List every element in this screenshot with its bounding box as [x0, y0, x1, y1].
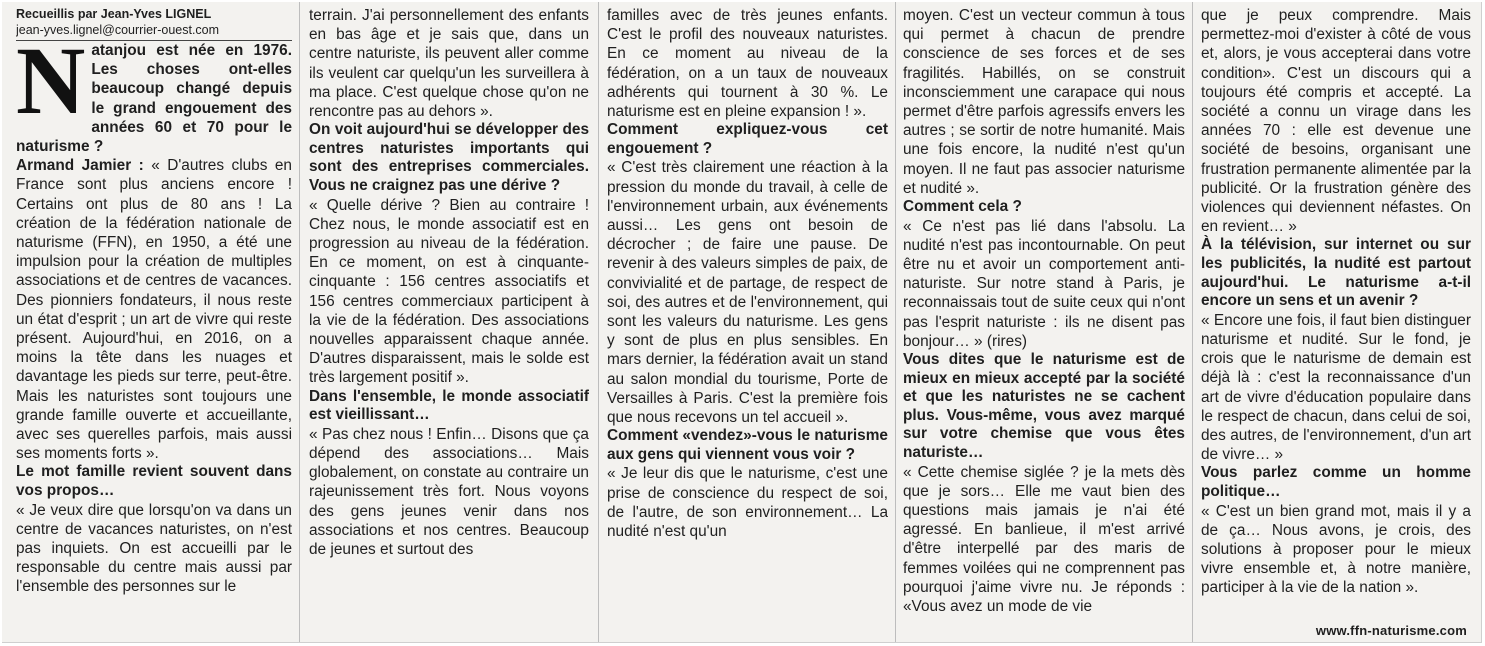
interview-question: Dans l'ensemble, le monde associatif est vieillissant…	[309, 387, 589, 424]
answer-paragraph: « C'est un bien grand mot, mais il y a de ça… Nous avons, je crois, des solutions à proposer pour le mieux vivre ensemble et, à notre manière, participer à la vie de la nation ».	[1201, 502, 1471, 597]
website-link[interactable]: www.ffn-naturisme.com	[1315, 623, 1467, 638]
article-column-5	[1201, 6, 1471, 616]
interview-question: Vous dites que le naturisme est de mieux en mieux accepté par la société et que les naturistes ne se cachent plus. Vous-même, vous avez marqué sur votre chemise que vous êtes naturiste…	[903, 351, 1185, 462]
answer-paragraph: « C'est très clairement une réaction à la pression du monde du travail, à celle de l'environnement urbain, aux événements aussi… Les gens ont besoin de décrocher ; de faire une pause. De revenir à des valeurs simples de paix, de convivialité et de partage, de respect de soi, des autres et de l'environnement, qui sont les valeurs du naturisme. Les gens y sont de plus en plus sensibles. En mars dernier, la fédération avait un stand au salon mondial du tourisme, Porte de Versailles à Paris. C'est la première fois que nous recevons un tel accueil ».	[607, 159, 888, 427]
interview-question: À la télévision, sur internet ou sur les publicités, la nudité est partout aujourd'hui. Le naturisme a-t-il encore un sens et un avenir ?	[1201, 236, 1471, 310]
answer-paragraph: « Pas chez nous ! Enfin… Disons que ça dépend des associations… Mais globalement, on constate au contraire un rajeunissement très fort. Nous voyons des gens jeunes venir dans nos associations et nos centres. Beaucoup de jeunes et surtout des	[309, 425, 589, 559]
newspaper-clipping	[2, 2, 1482, 643]
byline: Recueillis par Jean-Yves LIGNEL	[16, 7, 212, 21]
column-divider	[895, 2, 896, 642]
answer-paragraph: moyen. C'est un vecteur commun à tous qui permet à chacun de prendre conscience de ses forces et de ses fragilités. Habillés, on se construit inconsciemment une carapace qui nous permet d'être parfois agressifs envers les autres ; se sortir de notre humanité. Mais une fois encore, la nudité n'est qu'un moyen. Il ne faut pas associer naturisme et nudité ».	[903, 7, 1185, 197]
lead-question-text: atanjou est née en 1976. Les choses ont-elles beaucoup changé depuis le grand engouement des années 60 et 70 pour le naturisme ?	[16, 42, 292, 156]
answer-paragraph: terrain. J'ai personnellement des enfants en bas âge et je sais que, dans un centre naturiste, ils peuvent aller comme ils veulent car quelqu'un les surveillera à ma place. C'est quelque chose qu'on ne rencontre pas au dehors ».	[309, 7, 589, 121]
interview-question: Comment cela ?	[903, 198, 1022, 216]
interview-question: Comment «vendez»-vous le naturisme aux gens qui viennent vous voir ?	[607, 427, 888, 463]
interview-question: Vous parlez comme un homme politique…	[1201, 464, 1471, 501]
interview-question: Le mot famille revient souvent dans vos propos…	[16, 463, 292, 500]
article-column-3	[607, 6, 888, 636]
answer-paragraph: « Quelle dérive ? Bien au contraire ! Chez nous, le monde associatif est en progression au niveau de la fédération. En ce moment, on est à cinquante-cinquante : 156 centres associatifs et 156 centres commerciaux participent à la vie de la fédération. Des associations nouvelles apparaissent chaque année. D'autres disparaissent, mais le solde est très largement positif ».	[309, 196, 589, 387]
answer-paragraph: « Encore une fois, il faut bien distinguer naturisme et nudité. Sur le fond, je crois que le naturisme de demain est déjà là : c'est la reconnaissance d'un art de vivre d'éducation populaire dans le respect de chacun, dans celui de soi, des autres, de l'environnement, d'un art de vivre… »	[1201, 311, 1471, 464]
speaker-name: Armand Jamier :	[16, 157, 144, 175]
answer-paragraph: « Je leur dis que le naturisme, c'est une prise de conscience du respect de soi, de l'autre, de son environnement… La nudité n'est qu'un	[607, 465, 888, 541]
answer-paragraph: que je peux comprendre. Mais permettez-moi d'exister à côté de vous et, alors, je vous accepterai dans votre condition». C'est un discours qui a toujours été compris et accepté. La société a connu un virage dans les années 70 : elle est devenue une société de besoins, organisant une frustration permanente alimentée par la publicité. Or la frustration génère des violences qui deviennent néfastes. On en revient… »	[1201, 7, 1471, 236]
answer-paragraph: « Cette chemise siglée ? je la mets dès que je sors… Elle me vaut bien des questions mais jamais je n'ai été agressé. En banlieue, il m'est arrivé d'être interpellé par des maris de femmes voilées qui ne comprennent pas pourquoi j'aime vivre nu. Je réponds : «Vous avez un mode de vie	[903, 463, 1185, 616]
article-column-4	[903, 6, 1185, 636]
answer-paragraph: « Ce n'est pas lié dans l'absolu. La nudité n'est pas incontournable. On peut être nu et avoir un comportement anti-naturiste. Sur notre stand à Paris, je reconnaissais tout de suite ceux qui n'ont pas l'esprit naturiste : ils ne disent pas bonjour… » (rires)	[903, 217, 1185, 350]
drop-cap: N	[16, 27, 86, 134]
author-email: jean-yves.lignel@courrier-ouest.com	[16, 22, 292, 41]
answer-paragraph: familles avec de très jeunes enfants. C'est le profil des nouveaux naturistes. En ce moment au niveau de la fédération, on a un taux de nouveaux adhérents qui tournent à 30 %. Le naturisme est en pleine expansion ! ».	[607, 7, 888, 121]
article-column-2	[309, 6, 589, 636]
answer-text: « D'autres clubs en France sont plus anciens encore ! Certains ont plus de 80 ans ! La création de la fédération nationale de naturisme (FFN), en 1950, a été une impulsion pour la création de multiples associations et de centres de vacances. Des pionniers fondateurs, il nous reste un état d'esprit ; un art de vivre qui reste présent. Aujourd'hui, en 2016, on a moins la tête dans les nuages et davantage les pieds sur terre, peut-être. Mais les naturistes sont toujours une grande famille ouverte et accueillante, avec ses querelles parfois, mais aussi ses moments forts ».	[16, 157, 292, 463]
column-divider	[598, 2, 599, 642]
interview-question: Comment expliquez-vous cet engouement ?	[607, 121, 888, 157]
answer-paragraph	[16, 156, 292, 463]
column-divider	[1192, 2, 1193, 642]
article-column-1	[16, 6, 292, 636]
interview-question: On voit aujourd'hui se développer des centres naturistes importants qui sont des entreprises commerciales. Vous ne craignez pas une dérive ?	[309, 121, 589, 194]
answer-paragraph: « Je veux dire que lorsqu'on va dans un centre de vacances naturistes, on n'est pas inquiets. On est accueilli par le responsable du centre mais aussi par l'ensemble des personnes sur le	[16, 501, 292, 596]
column-divider	[299, 2, 300, 642]
